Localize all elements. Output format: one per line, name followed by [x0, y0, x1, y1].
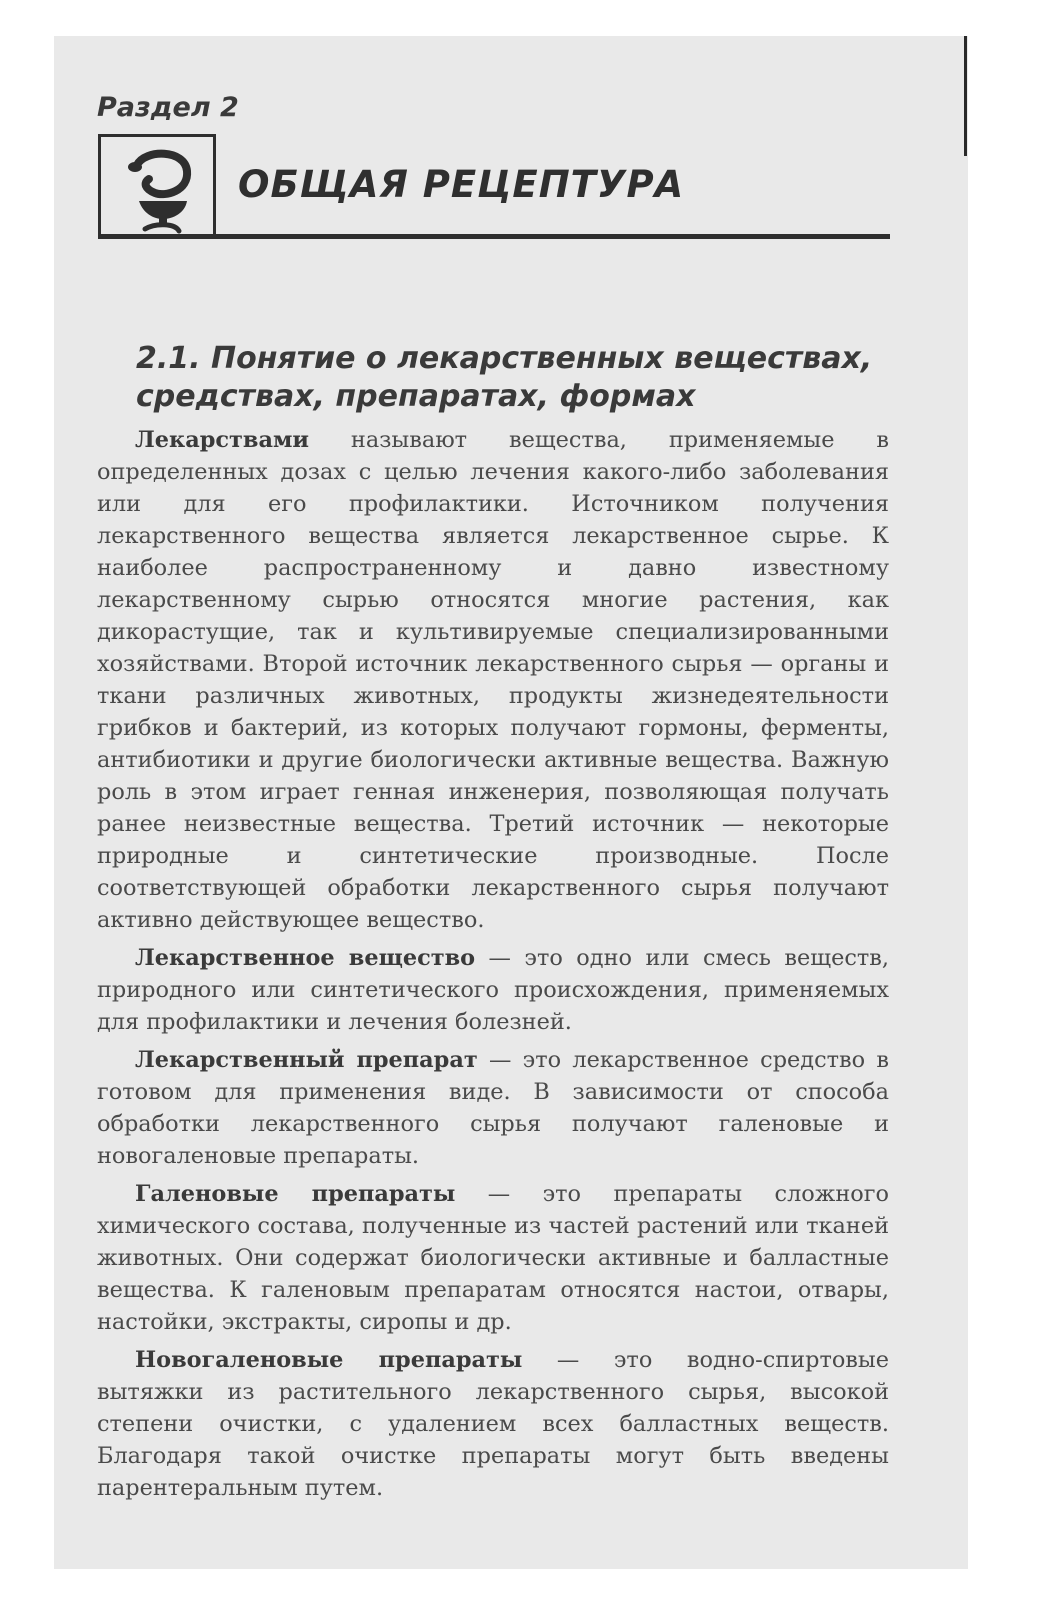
body-text — [97, 424, 889, 1510]
term-drug-preparation: Лекарственный препарат — [135, 1047, 478, 1073]
title-rule — [98, 234, 890, 239]
paragraph-drug-substance — [97, 942, 889, 1038]
section-label: Раздел 2 — [97, 92, 239, 123]
paragraph-text: называют вещества, применяемые в определенных дозах с целью лечения какого-либо заболевания или для его профилактики. Источником получения лекарственного вещества является лекарственное сырье. К наиболее распространенному и давно известному лекарственному сырью относятся многие растения, как дикорастущие, так и культивируемые специализированными хозяйствами. Второй источник лекарственного сырья — органы и ткани различных животных, продукты жизнедеятельности грибков и бактерий, из которых получают гормоны, ферменты, антибиотики и другие биологически активные вещества. Важную роль в этом играет генная инженерия, позволяющая получать ранее неизвестные вещества. Третий источник — некоторые природные и синтетические производные. После соответствующей обработки лекарственного сырья получают активно действующее вещество. — [97, 427, 889, 933]
page-edge-line — [964, 36, 967, 156]
term-drug-substance: Лекарственное вещество — [135, 945, 476, 971]
term-neogalenic: Новогаленовые препараты — [135, 1347, 523, 1373]
paragraph-drug-preparation — [97, 1044, 889, 1172]
paragraph-galenic — [97, 1178, 889, 1338]
paragraph-text: — это водно-спиртовые вытяжки из растительного лекарственного сырья, высокой степени очистки, с удалением всех балластных веществ. Благодаря такой очистке препараты могут быть введены парентеральным путем. — [97, 1347, 889, 1501]
snake-bowl-icon — [115, 143, 203, 237]
paragraph-text: — это препараты сложного химического состава, полученные из частей растений или тканей животных. Они содержат биологически активные и балластные вещества. К галеновым препаратам относятся настои, отвары, настойки, экстракты, сиропы и др. — [97, 1181, 889, 1335]
chapter-emblem-box — [98, 134, 216, 236]
chapter-title: ОБЩАЯ РЕЦЕПТУРА — [238, 163, 685, 206]
term-galenic: Галеновые препараты — [135, 1181, 456, 1207]
subsection-title: 2.1. Понятие о лекарственных веществах, средствах, препаратах, формах — [136, 341, 873, 414]
paragraph-text: — это одно или смесь веществ, природного или синтетического происхождения, применяемых для профилактики и лечения болезней. — [97, 945, 889, 1035]
paragraph-neogalenic — [97, 1344, 889, 1504]
paragraph-drugs — [97, 424, 889, 936]
term-drugs: Лекарствами — [135, 427, 310, 453]
paragraph-text: — это лекарственное средство в готовом для применения виде. В зависимости от способа обработки лекарственного сырья получают галеновые и новогаленовые препараты. — [97, 1047, 889, 1169]
